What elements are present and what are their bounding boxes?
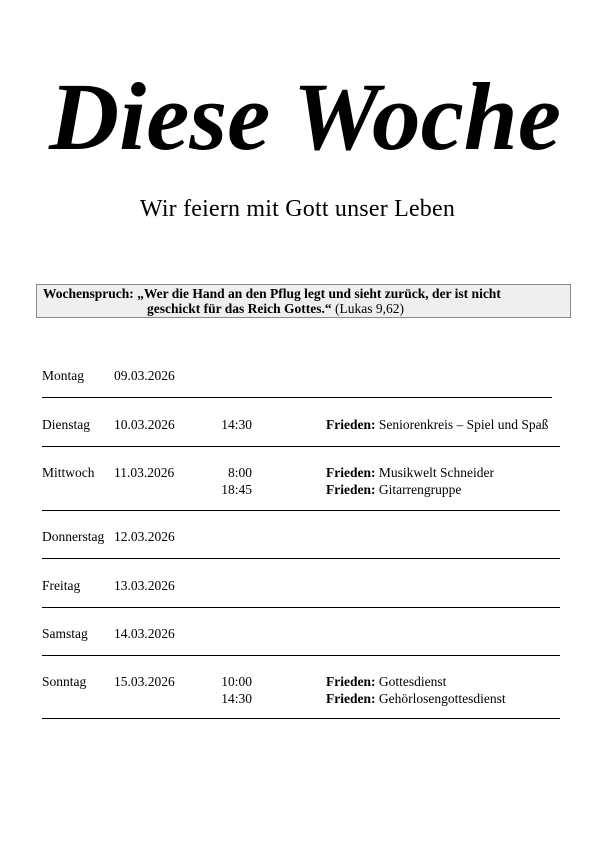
day-row-mittwoch: [42, 465, 562, 497]
event-title: Seniorenkreis – Spiel und Spaß: [378, 417, 549, 432]
day-row-samstag: [42, 626, 562, 641]
divider: [42, 558, 560, 559]
event-list: [326, 465, 494, 498]
event-time: 18:45: [221, 481, 252, 497]
event-item: [326, 417, 548, 434]
divider: [42, 397, 552, 398]
wochenspruch-reference: (Lukas 9,62): [335, 301, 404, 316]
event-list: [326, 674, 506, 707]
event-times: [192, 465, 252, 498]
event-title: Gottesdienst: [378, 674, 447, 689]
event-place: Frieden:: [326, 417, 376, 432]
event-place: Frieden:: [326, 465, 376, 480]
day-name: Montag: [42, 368, 84, 383]
wochenspruch-box: [36, 284, 571, 318]
divider: [42, 510, 560, 511]
day-row-sonntag: [42, 674, 562, 706]
event-times: [192, 417, 252, 434]
day-name: Samstag: [42, 626, 88, 641]
day-row-donnerstag: [42, 529, 562, 544]
event-place: Frieden:: [326, 690, 376, 706]
day-date: 13.03.2026: [114, 578, 175, 593]
day-date: 10.03.2026: [114, 417, 175, 432]
banner-title: [40, 18, 570, 193]
event-list: [326, 417, 548, 434]
wochenspruch-quote-1: „Wer die Hand an den Pflug legt und sieht zurück, der ist nicht: [137, 286, 501, 301]
event-title: Musikwelt Schneider: [378, 465, 494, 480]
day-row-freitag: [42, 578, 562, 593]
day-name: Dienstag: [42, 417, 90, 432]
event-time: 10:00: [221, 674, 252, 689]
divider: [42, 718, 560, 719]
day-name: Mittwoch: [42, 465, 95, 480]
event-title: Gehörlosengottesdienst: [378, 690, 506, 706]
divider: [42, 607, 560, 608]
event-time: 14:30: [221, 690, 252, 706]
event-time: 14:30: [221, 417, 252, 432]
event-time: 8:00: [227, 465, 252, 480]
day-date: 14.03.2026: [114, 626, 175, 641]
event-title: Gitarrengruppe: [378, 481, 462, 497]
event-item: [326, 674, 506, 691]
divider: [42, 446, 560, 447]
event-item: [326, 691, 506, 708]
wochenspruch-quote-2: geschickt für das Reich Gottes.“: [147, 301, 332, 316]
day-date: 15.03.2026: [114, 674, 175, 689]
event-item: [326, 482, 494, 499]
wochenspruch-line-1: [43, 286, 564, 301]
event-times: [192, 674, 252, 707]
event-item: [326, 465, 494, 482]
day-row-montag: [42, 368, 562, 383]
day-date: 12.03.2026: [114, 529, 175, 544]
banner-text: Diese Woche: [48, 63, 561, 171]
day-date: 09.03.2026: [114, 368, 175, 383]
wochenspruch-label: Wochenspruch:: [43, 286, 134, 301]
subtitle: Wir feiern mit Gott unser Leben: [139, 196, 456, 222]
wochenspruch-line-2: [43, 301, 564, 316]
event-place: Frieden:: [326, 674, 376, 689]
day-name: Donnerstag: [42, 529, 105, 544]
day-name: Sonntag: [42, 674, 87, 689]
day-row-dienstag: [42, 417, 562, 432]
day-name: Freitag: [42, 578, 81, 593]
day-date: 11.03.2026: [114, 465, 175, 480]
divider: [42, 655, 560, 656]
event-place: Frieden:: [326, 481, 376, 497]
